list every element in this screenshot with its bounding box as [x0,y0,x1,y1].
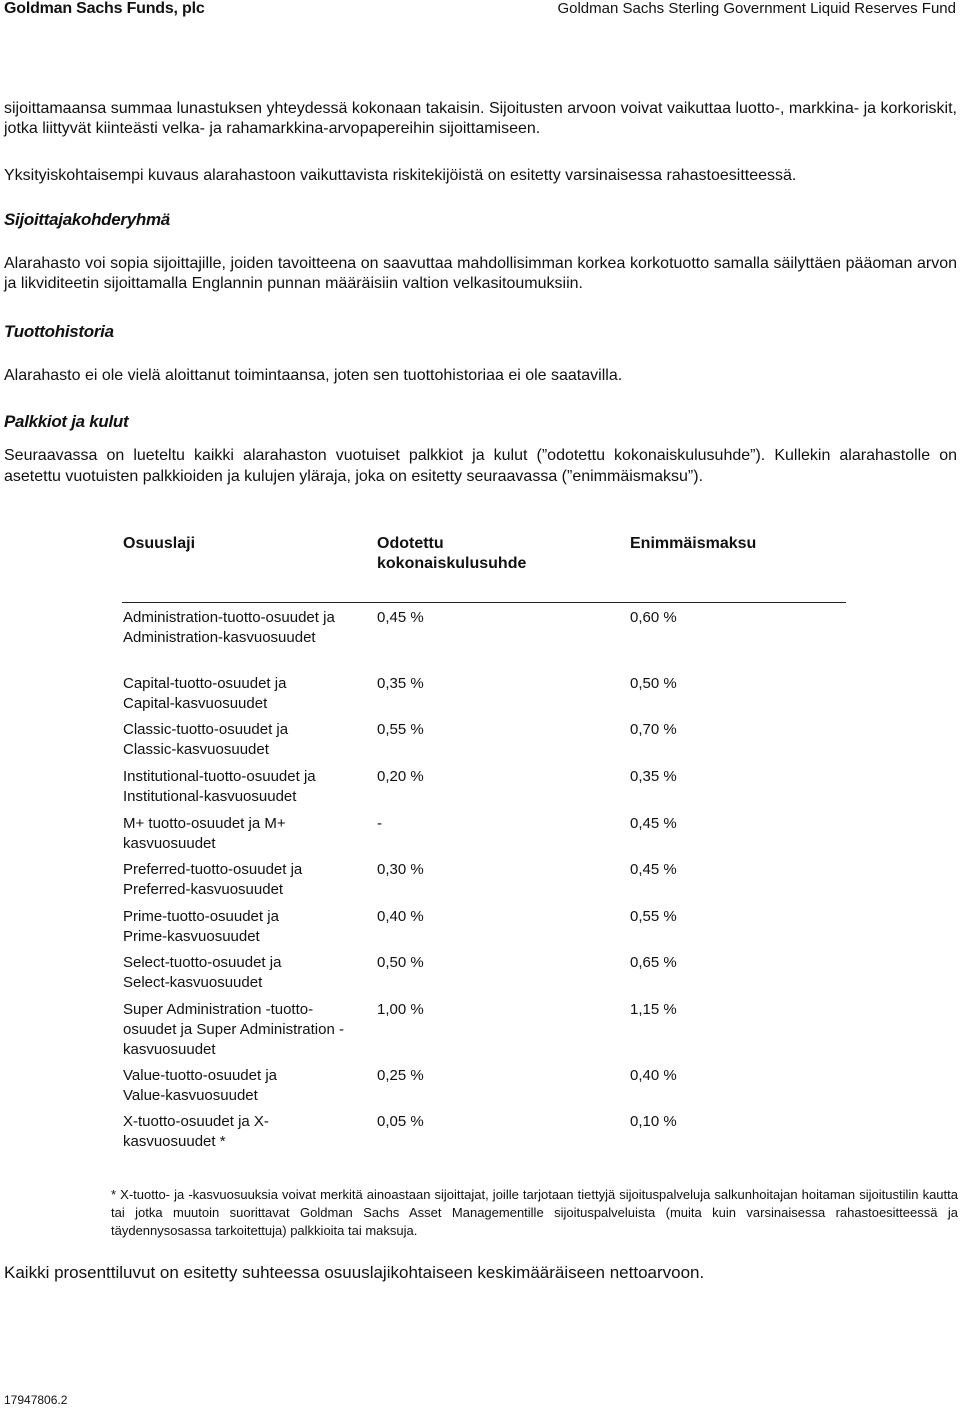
fees-text: Seuraavassa on lueteltu kaikki alarahaston vuotuiset palkkiot ja kulut (”odotettu kokonaiskulusuhde”). Kullekin alarahastolle on asetettu vuotuisten palkkioiden ja kulujen yläraja, joka on esitetty seuraavassa (”enimmäismaksu”). [4,447,957,485]
expected-ter-cell: 1,00 % [377,1001,424,1018]
expected-ter-cell: 0,50 % [377,954,424,971]
expected-ter-cell: 0,35 % [377,675,424,692]
max-fee-cell: 0,40 % [630,1067,677,1084]
share-class-cell: Capital-tuotto-osuudet ja Capital-kasvuosuudet [123,675,287,712]
fees-heading: Palkkiot ja kulut [4,412,129,431]
intro-paragraph: sijoittamaansa summaa lunastuksen yhteydessä kokonaan takaisin. Sijoitusten arvoon voivat vaikuttaa luotto-, markkina- ja korkoriskit, jotka liittyvät kiinteästi velka- ja rahamarkkina-arvopapereihin sijoittamiseen. [4,100,957,137]
max-fee-cell: 0,45 % [630,861,677,878]
expected-ter-cell: 0,25 % [377,1067,424,1084]
max-fee-cell: 0,50 % [630,675,677,692]
max-fee-cell: 0,55 % [630,908,677,925]
company-name: Goldman Sachs Funds, plc [4,0,205,17]
header-share-class: Osuuslaji [123,535,196,552]
share-class-cell: Value-tuotto-osuudet ja Value-kasvuosuudet [123,1067,277,1104]
share-class-cell: Prime-tuotto-osuudet ja Prime-kasvuosuudet [123,908,279,945]
share-class-cell: X-tuotto-osuudet ja X-kasvuosuudet * [123,1113,269,1150]
risk-details-paragraph: Yksityiskohtaisempi kuvaus alarahastoon vaikuttavista riskitekijöistä on esitetty varsinaisessa rahastoesitteessä. [4,167,797,184]
expected-ter-cell: 0,55 % [377,721,424,738]
closing-note: Kaikki prosenttiluvut on esitetty suhteessa osuuslajikohtaiseen keskimääräiseen nettoarvoon. [4,1263,705,1282]
expected-ter-cell: - [377,815,382,832]
share-class-cell: Preferred-tuotto-osuudet ja Preferred-kasvuosuudet [123,861,303,898]
share-class-cell: M+ tuotto-osuudet ja M+ kasvuosuudet [123,815,286,852]
share-class-cell: Select-tuotto-osuudet ja Select-kasvuosuudet [123,954,282,991]
history-text: Alarahasto ei ole vielä aloittanut toimintaansa, joten sen tuottohistoriaa ei ole saatavilla. [4,367,623,384]
share-class-cell: Super Administration -tuotto-osuudet ja Super Administration -kasvuosuudet [123,1001,344,1058]
max-fee-cell: 0,70 % [630,721,677,738]
max-fee-cell: 0,10 % [630,1113,677,1130]
footnote: * X-tuotto- ja -kasvuosuuksia voivat merkitä ainoastaan sijoittajat, joille tarjotaan tiettyjä sijoituspalveluja salkunhoitajan hoitaman sijoitustilin kautta tai jotka muutoin suorittavat Goldman Sachs Asset Managementille sijoituspalveluista (muita kuin varsinaisessa rahastoesitteessä ja täydennysosassa tarkoitettuja) palkkioita tai maksuja. [111,1187,958,1238]
expected-ter-cell: 0,20 % [377,768,424,785]
share-class-cell: Administration-tuotto-osuudet ja Administration-kasvuosuudet [123,609,335,646]
expected-ter-cell: 0,45 % [377,609,424,626]
share-class-cell: Classic-tuotto-osuudet ja Classic-kasvuosuudet [123,721,289,758]
table-divider [122,602,846,603]
document-id: 17947806.2 [4,1393,68,1407]
max-fee-cell: 0,65 % [630,954,677,971]
max-fee-cell: 0,45 % [630,815,677,832]
history-heading: Tuottohistoria [4,322,114,341]
max-fee-cell: 0,35 % [630,768,677,785]
expected-ter-cell: 0,40 % [377,908,424,925]
expected-ter-cell: 0,30 % [377,861,424,878]
investors-text: Alarahasto voi sopia sijoittajille, joiden tavoitteena on saavuttaa mahdollisimman korkea korkotuotto samalla säilyttäen pääoman arvon ja likviditeetin sijoittamalla Englannin punnan määräisiin valtion velkasitoumuksiin. [4,255,957,292]
share-class-cell: Institutional-tuotto-osuudet ja Institutional-kasvuosuudet [123,768,316,805]
header-max-fee: Enimmäismaksu [630,535,757,552]
header-expected-ter: Odotettu kokonaiskulusuhde [377,535,527,572]
max-fee-cell: 1,15 % [630,1001,677,1018]
max-fee-cell: 0,60 % [630,609,677,626]
fund-name: Goldman Sachs Sterling Government Liquid Reserves Fund [557,0,956,17]
investors-heading: Sijoittajakohderyhmä [4,210,170,229]
expected-ter-cell: 0,05 % [377,1113,424,1130]
